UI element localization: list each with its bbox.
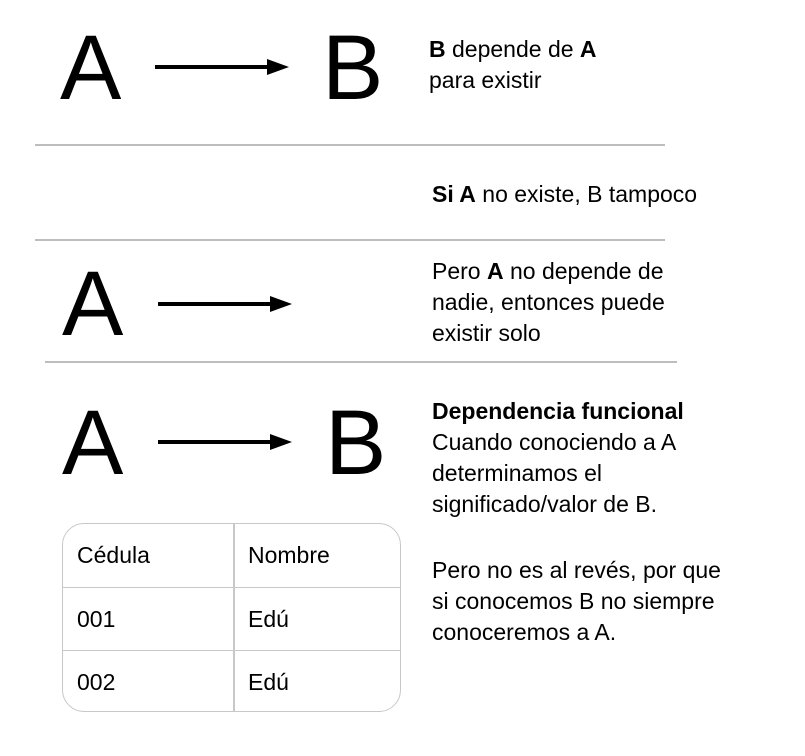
arrow-right-icon: [155, 59, 289, 75]
letter-a-section4: A: [62, 392, 124, 494]
functional-dependency-heading: Dependencia funcional: [432, 398, 684, 424]
table-cell-cedula: 001: [77, 606, 116, 632]
text-existir-solo: existir solo: [432, 320, 541, 346]
independence-description: [432, 256, 665, 349]
note-line-1: Pero no es al revés, por que: [432, 557, 721, 583]
note-line-3: conoceremos a A.: [432, 619, 617, 645]
table-header-row: [63, 524, 400, 587]
note-line-2: si conocemos B no siempre: [432, 588, 715, 614]
letter-a-section1: A: [60, 17, 122, 119]
table-cell-nombre: Edú: [248, 669, 289, 695]
arrow-right-icon-3: [158, 434, 292, 450]
if-a-not-exists-text: [432, 179, 697, 210]
functional-dependency-text: [432, 396, 684, 520]
table-header-cedula: Cédula: [77, 542, 150, 568]
fd-line-3: significado/valor de B.: [432, 491, 658, 517]
text-para-existir: para existir: [429, 67, 542, 93]
text-a-bold: A: [579, 36, 597, 62]
letter-b-section4: B: [325, 392, 387, 494]
text-pero: Pero: [432, 258, 487, 284]
table-row: [63, 650, 400, 712]
text-a-bold-2: A: [459, 181, 476, 207]
reverse-note-text: [432, 555, 721, 648]
fd-line-1: Cuando conociendo a A: [432, 429, 677, 455]
letter-b-section1: B: [322, 17, 384, 119]
table-cell-cedula: 002: [77, 669, 116, 695]
fd-line-2: determinamos el: [432, 460, 603, 486]
arrow-right-icon-2: [158, 296, 292, 312]
text-depende: depende de: [445, 36, 580, 62]
text-nadie: nadie, entonces puede: [432, 289, 665, 315]
table-header-nombre: Nombre: [248, 542, 330, 568]
divider-3: [45, 361, 677, 363]
letter-a-section3: A: [62, 253, 124, 355]
text-no-existe: no existe, B tampoco: [475, 181, 698, 207]
table-cell-nombre: Edú: [248, 606, 289, 632]
table-row: [63, 587, 400, 651]
text-a-bold-3: A: [486, 258, 504, 284]
divider-1: [35, 144, 665, 146]
dependency-description: [429, 34, 597, 96]
divider-2: [35, 239, 665, 241]
text-si-bold: Si: [432, 181, 460, 207]
text-b-bold: B: [429, 36, 446, 62]
text-no-depende: no depende de: [503, 258, 664, 284]
example-table: [62, 523, 401, 712]
